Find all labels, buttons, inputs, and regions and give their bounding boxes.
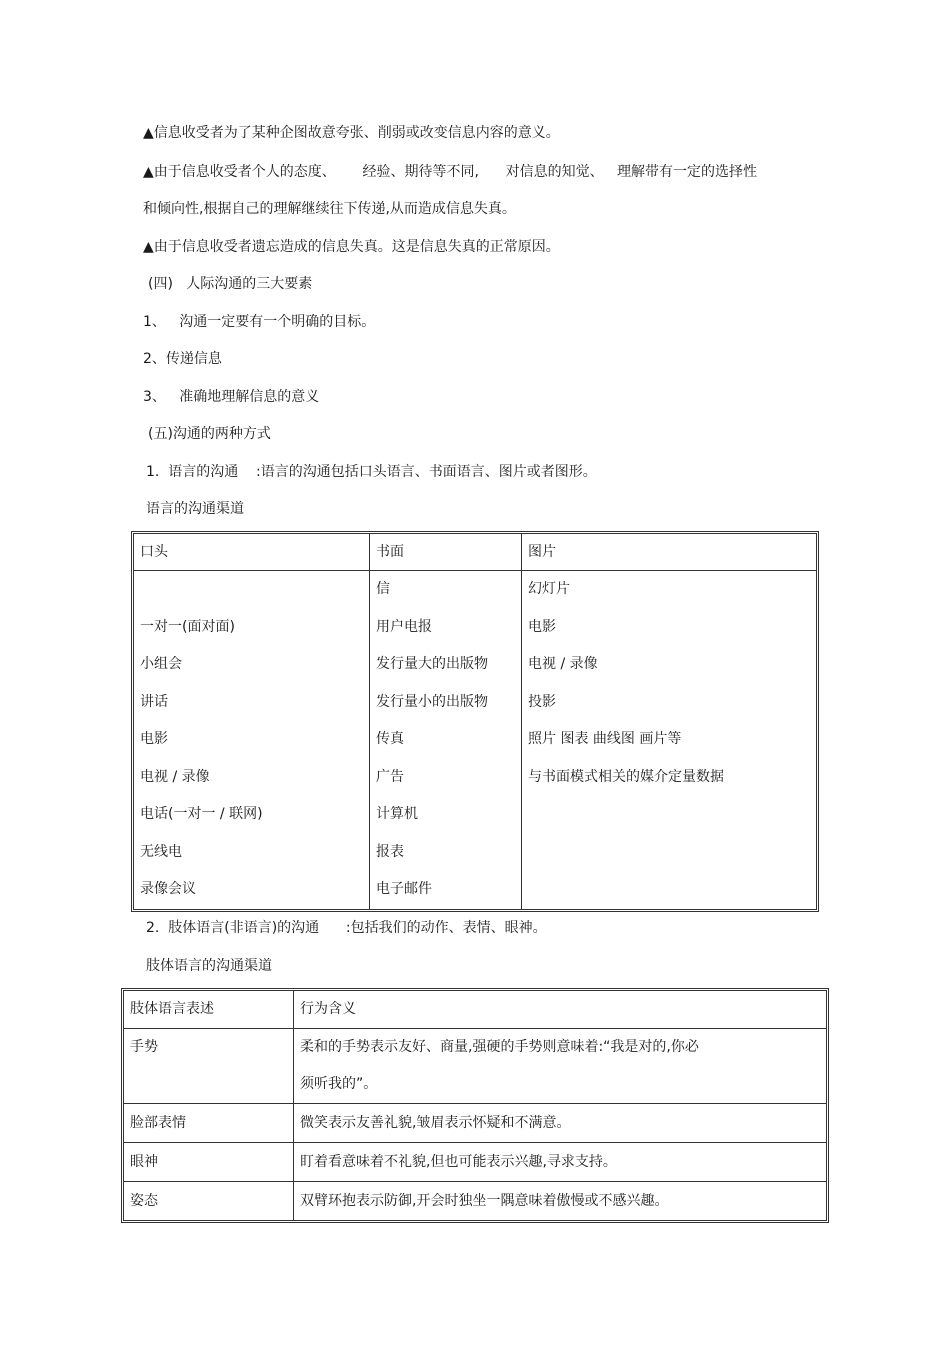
verbal-channel-table [131,531,819,912]
list-item: 发行量小的出版物 [376,693,488,710]
list-item: 与书面模式相关的媒介定量数据 [528,768,724,785]
header-pictures: 图片 [522,534,816,571]
list-item: 用户电报 [376,618,432,635]
list-item: 小组会 [140,656,182,672]
list-item: 电话(一对一 / 联网) [140,806,263,822]
list-item: 讲话 [140,693,168,710]
header-meaning: 行为含义 [294,991,826,1029]
table-row [124,1104,826,1143]
header-oral: 口头 [134,534,370,571]
list-item-3: 3、 准确地理解信息的意义 [143,389,320,405]
oral-channel-list [134,571,370,909]
header-description: 肢体语言表述 [124,991,294,1029]
table-row [134,571,816,909]
header-written: 书面 [370,534,522,571]
meaning-gesture-line-2: 须听我的”。 [300,1076,378,1092]
list-item: 发行量大的出版物 [376,656,488,672]
list-item: 电子邮件 [376,881,432,897]
body-language-table [121,988,829,1223]
list-item: 传真 [376,731,404,747]
list-item [140,571,363,609]
picture-channel-list [522,571,816,909]
list-item: 电影 [528,618,556,635]
list-item: 广告 [376,768,404,785]
list-item: 照片 图表 曲线图 画片等 [528,731,682,747]
list-item: 计算机 [376,806,418,822]
table-row [124,1143,826,1182]
list-item: 电视 / 录像 [140,768,210,785]
section-heading-five: (五)沟通的两种方式 [148,426,271,442]
paragraph-1: ▲信息收受者为了某种企图故意夸张、削弱或改变信息内容的意义。 [143,125,560,141]
paragraph-2: ▲由于信息收受者个人的态度、 经验、期待等不同, 对信息的知觉、 理解带有一定的选择性 [143,164,757,180]
verbal-communication-line: 1. 语言的沟通 :语言的沟通包括口头语言、书面语言、图片或者图形。 [146,464,597,480]
term-gesture: 手势 [124,1029,294,1104]
meaning-eye-contact: 盯着看意味着不礼貌,但也可能表示兴趣,寻求支持。 [294,1143,826,1182]
meaning-gesture [294,1029,826,1104]
meaning-posture: 双臂环抱表示防御,开会时独坐一隅意味着傲慢或不感兴趣。 [300,1193,669,1209]
list-item: 投影 [528,693,556,710]
verbal-channel-caption: 语言的沟通渠道 [146,501,244,517]
meaning-gesture-line-1: 柔和的手势表示友好、商量,强硬的手势则意味着:“我是对的,你必 [300,1039,699,1055]
table-row [124,1182,826,1220]
paragraph-3: 和倾向性,根据自己的理解继续往下传递,从而造成信息失真。 [143,201,516,217]
list-item: 幻灯片 [528,581,570,597]
table-row [124,1029,826,1104]
written-channel-list [370,571,522,909]
table-header-row [124,991,826,1029]
list-item: 无线电 [140,843,182,860]
section-heading-four: (四) 人际沟通的三大要素 [148,276,313,292]
list-item: 报表 [376,843,404,860]
term-eye-contact: 眼神 [124,1143,294,1182]
paragraph-4: ▲由于信息收受者遗忘造成的信息失真。这是信息失真的正常原因。 [143,239,560,255]
list-item: 电影 [140,731,168,747]
meaning-facial-expression: 微笑表示友善礼貌,皱眉表示怀疑和不满意。 [294,1104,826,1143]
term-posture: 姿态 [124,1182,294,1220]
list-item: 录像会议 [140,881,196,897]
list-item: 电视 / 录像 [528,656,598,672]
table-header-row [134,534,816,571]
list-item: 信 [376,581,390,597]
body-language-caption: 肢体语言的沟通渠道 [146,958,272,974]
body-language-line: 2. 肢体语言(非语言)的沟通 :包括我们的动作、表情、眼神。 [146,920,547,936]
term-facial-expression: 脸部表情 [124,1104,294,1143]
list-item-2: 2、传递信息 [143,351,222,367]
list-item-1: 1、 沟通一定要有一个明确的目标。 [143,314,376,330]
list-item: 一对一(面对面) [140,618,235,635]
